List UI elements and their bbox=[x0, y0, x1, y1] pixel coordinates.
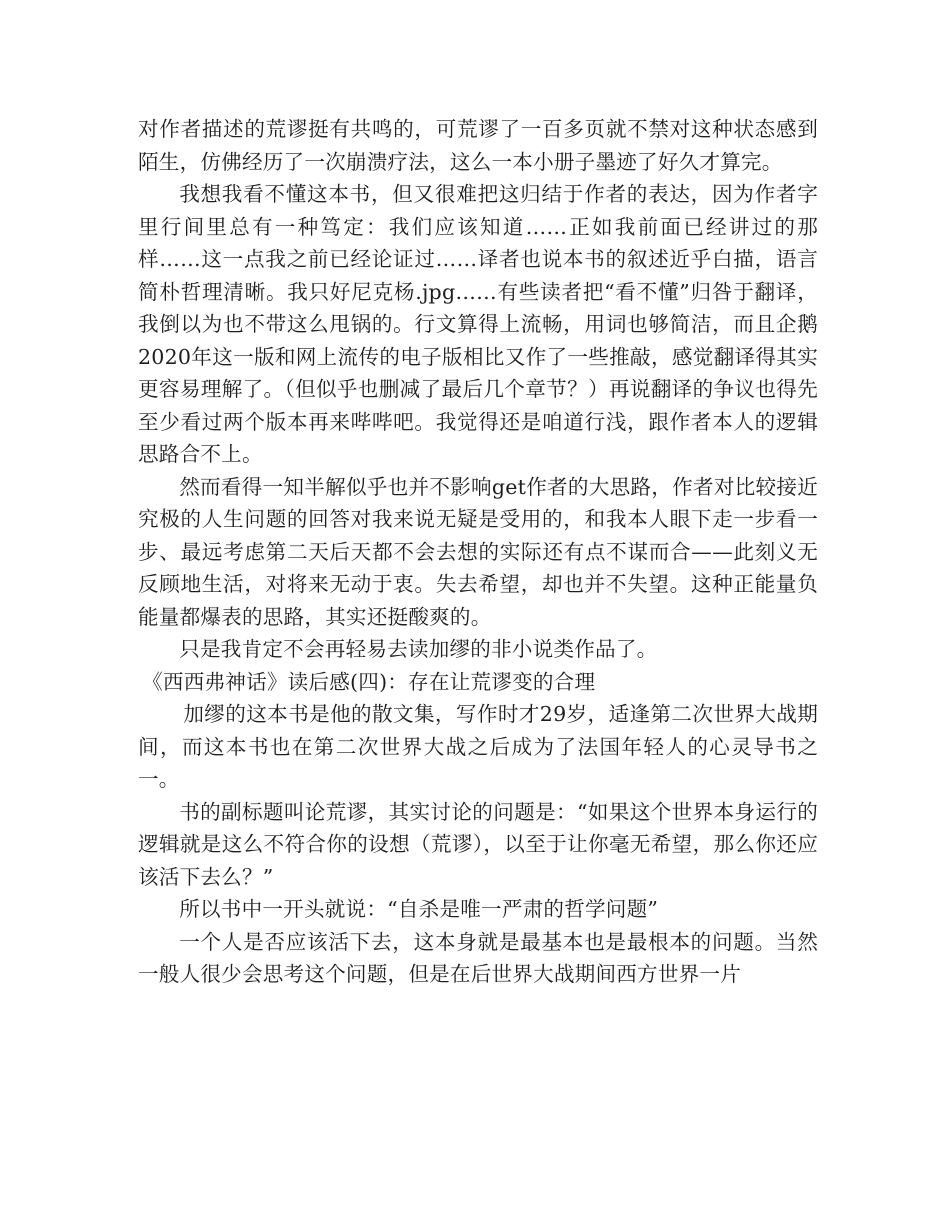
paragraph-closing-remark: 只是我肯定不会再轻易去读加缪的非小说类作品了。 bbox=[179, 637, 658, 661]
paragraph-book-intro: 加缪的这本书是他的散文集，写作时才29岁，适逢第二次世界大战期间，而这本书也在第二次世界大战之后成为了法国年轻人的心灵导书之一。 bbox=[138, 702, 818, 791]
paragraph-fundamental-question: 一个人是否应该活下去，这本身就是最基本也是最根本的问题。当然一般人很少会思考这个问题，但是在后世界大战期间西方世界一片 bbox=[138, 929, 818, 986]
paragraph-subtitle-question: 书的副标题叫论荒谬，其实讨论的问题是：“如果这个世界本身运行的逻辑就是这么不符合你的设想（荒谬），以至于让你毫无希望，那么你还应该活下去么？” bbox=[138, 799, 818, 889]
paragraph-reading-difficulty: 我想我看不懂这本书，但又很难把这归结于作者的表达，因为作者字里行间里总有一种笃定：我们应该知道……正如我前面已经讲过的那样……这一点我之前已经论证过……译者也说本书的叙述近乎白描，语言简朴哲理清晰。我只好尼克杨.jpg……有些读者把“看不懂”归咎于翻译，我倒以为也不带这么甩锅的。行文算得上流畅，用词也够简洁，而且企鹅2020年这一版和网上流传的电子版相比又作了一些推敲，感觉翻译得其实更容易理解了。（但似乎也删减了最后几个章节？）再说翻译的争议也得先至少看过两个版本再来哔哔吧。我觉得还是咱道行浅，跟作者本人的逻辑思路合不上。 bbox=[138, 182, 818, 466]
paragraph-main-idea: 然而看得一知半解似乎也并不影响get作者的大思路，作者对比较接近究极的人生问题的回答对我来说无疑是受用的，和我本人眼下走一步看一步、最远考虑第二天后天都不会去想的实际还有点不谋而合——此刻义无反顾地生活，对将来无动于衷。失去希望，却也并不失望。这种正能量负能量都爆表的思路，其实还挺酸爽的。 bbox=[138, 474, 818, 629]
body-text bbox=[138, 113, 818, 991]
section-heading: 《西西弗神话》读后感(四)：存在让荒谬变的合理 bbox=[142, 669, 596, 694]
paragraph-continuation: 对作者描述的荒谬挺有共鸣的，可荒谬了一百多页就不禁对这种状态感到陌生，仿佛经历了一次崩溃疗法，这么一本小册子墨迹了好久才算完。 bbox=[138, 117, 818, 174]
paragraph-opening-quote: 所以书中一开头就说：“自杀是唯一严肃的哲学问题” bbox=[179, 897, 659, 921]
